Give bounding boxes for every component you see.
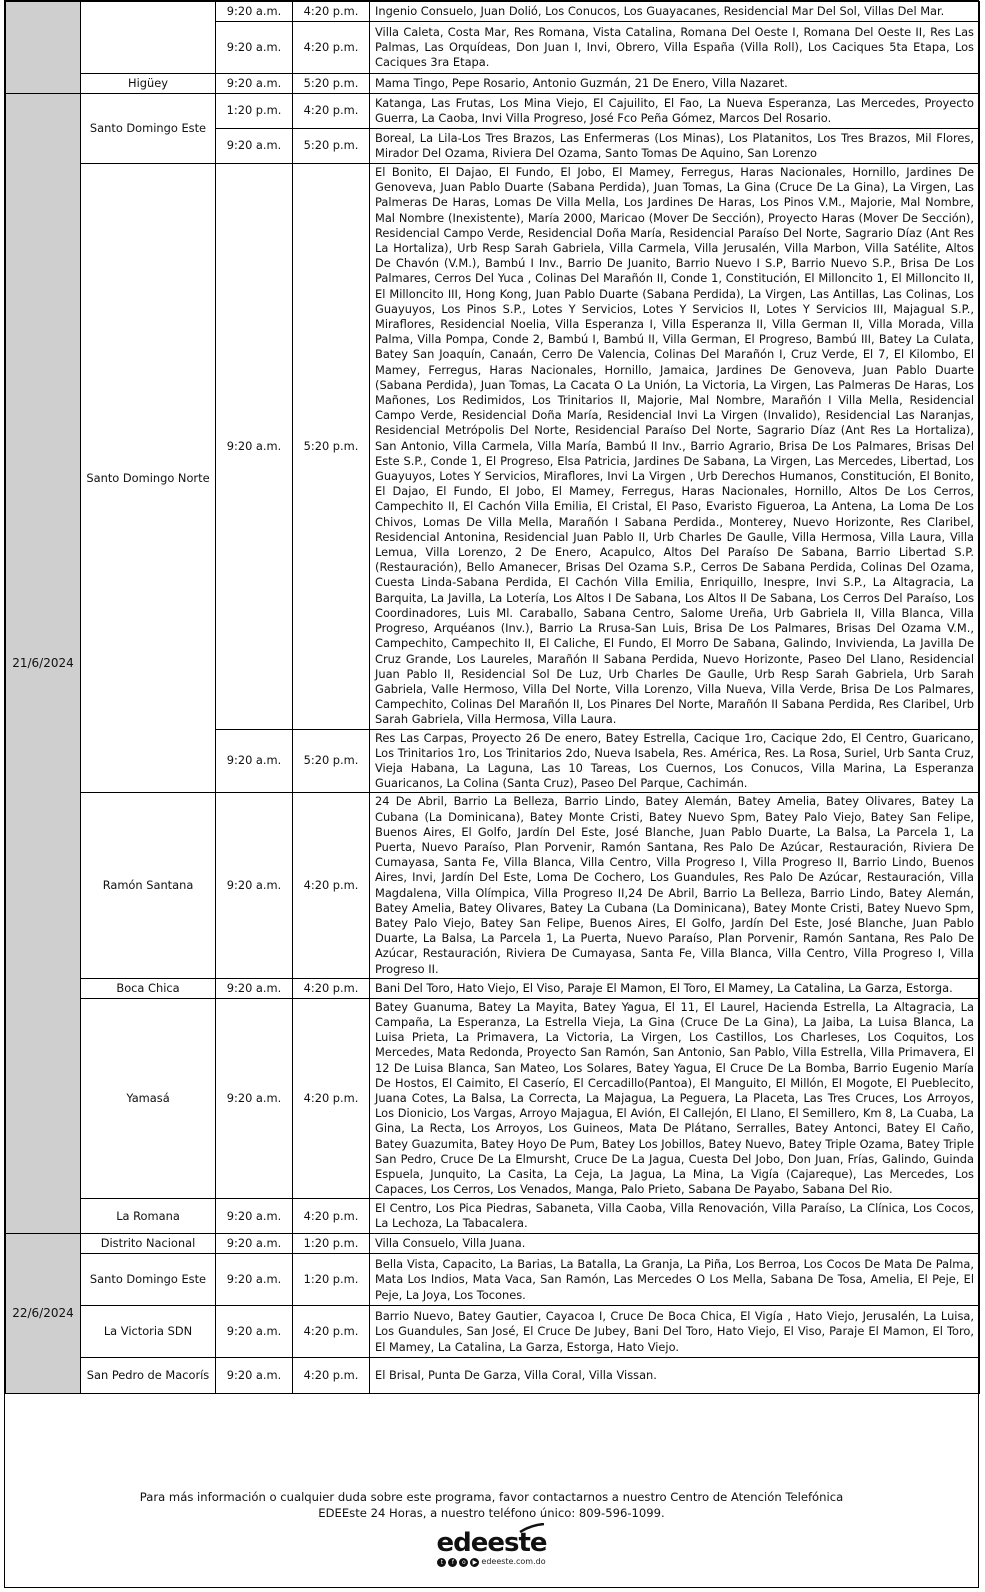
end-time-cell: 5:20 p.m. [293, 74, 370, 94]
zone-cell: Distrito Nacional [81, 1234, 216, 1254]
start-time-cell: 9:20 a.m. [216, 2, 293, 22]
end-time-cell: 4:20 p.m. [293, 22, 370, 74]
start-time-cell: 9:20 a.m. [216, 1234, 293, 1254]
start-time-cell: 9:20 a.m. [216, 22, 293, 74]
start-time-cell: 9:20 a.m. [216, 998, 293, 1199]
logo-social-row [5, 1557, 978, 1567]
table-row [6, 1254, 980, 1306]
table-row [6, 1306, 980, 1358]
start-time-cell: 9:20 a.m. [216, 1254, 293, 1306]
table-row [6, 164, 980, 730]
start-time-cell: 9:20 a.m. [216, 164, 293, 730]
footer-line-2: EDEEste 24 Horas, a nuestro teléfono único: 809-596-1099. [318, 1506, 665, 1520]
end-time-cell: 1:20 p.m. [293, 1234, 370, 1254]
sectors-cell: Ingenio Consuelo, Juan Dolió, Los Conucos, Los Guayacanes, Residencial Mar Del Sol, Villas Del Mar. [370, 2, 980, 22]
start-time-cell: 9:20 a.m. [216, 793, 293, 978]
table-row [6, 74, 980, 94]
end-time-cell: 4:20 p.m. [293, 2, 370, 22]
table-row [6, 1199, 980, 1234]
start-time-cell: 1:20 p.m. [216, 94, 293, 129]
logo-wordmark [436, 1529, 546, 1557]
zone-cell: Boca Chica [81, 978, 216, 998]
outage-schedule-table [5, 1, 980, 1394]
table-row [6, 1358, 980, 1394]
zone-cell: San Pedro de Macorís [81, 1358, 216, 1394]
sectors-cell: Villa Caleta, Costa Mar, Res Romana, Vista Catalina, Romana Del Oeste I, Romana Del Oeste II, Res Las Palmas, Las Orquídeas, Don Juan I, Invi, Obrero, Villa España (Villa Roll), Los Caciques 5ta Etapa, Los Caciques 3ra Etapa. [370, 22, 980, 74]
zone-cell: Yamasá [81, 998, 216, 1199]
end-time-cell: 4:20 p.m. [293, 1199, 370, 1234]
start-time-cell: 9:20 a.m. [216, 1199, 293, 1234]
sectors-cell: El Centro, Los Pica Piedras, Sabaneta, Villa Caoba, Villa Renovación, Villa Paraíso, La Clínica, Los Cocos, La Lechoza, La Tabacalera. [370, 1199, 980, 1234]
sectors-cell: El Bonito, El Dajao, El Fundo, El Jobo, El Mamey, Ferregus, Haras Nacionales, Hornillo, Jardines De Genoveva, Juan Pablo Duarte (Sabana Perdida), Juan Tomas, La Gina (Cruce De La Gina), La Virgen, Las Palmeras De Haras, Lomas De Villa Mella, Los Jardines De Haras, Los Pinos V.M., Majorie, Mal Nombre, Mal Nombre (Inexistente), María 2000, Maricao (Mover De Sección), Proyecto Haras (Mover De Sección), Residencial Campo Verde, Residencial Doña María, Residencial Paraíso Del Norte, Sagrario Díaz (Ant Res La Hortaliza), Urb Resp Sarah Gabriela, Villa Carmela, Villa Jerusalén, Villa Marbon, Villa Satélite, Altos De Chavón (V.M.), Bambú I Inv., Barrio De Juanito, Barrio Nuevo I S.P, Barrio Nuevo S.P., Brisa De Los Palmares, Cerros Del Yuca , Colinas Del Marañón II, Conde 1, Constitución, El Milloncito 1, El Milloncito II, El Milloncito III, Hong Kong, Juan Pablo Duarte (Sabana Perdida), La Virgen, Las Antillas, Las Colinas, Los Guayuyos, Los Pinos S.P., Lotes Y Servicios, Lotes Y Servicios II, Lotes Y Servicios III, Majagual S.P., Miraflores, Residencial Noelia, Villa Esperanza I, Villa Esperanza II, Villa German II, Villa Morada, Villa Palma, Villa Pompa, Conde 2, Bambú I, Bambú II, Villa German, El Progreso, Bambú III, Batey La Culata, Batey San Joaquín, Canaán, Cerro De Valencia, Colinas Del Marañón I, Cruz Verde, El 7, El Kilombo, El Mamey, Ferregus, Haras Nacionales, Hornillo, Jamaica, Jardines De Genoveva, Juan Pablo Duarte (Sabana Perdida), Juan Tomas, La Cacata O La Unión, La Victoria, La Virgen, Las Palmeras De Haras, Los Mañones, Los Redimidos, Los Trinitarios II, Majorie, Mal Nombre, Marañón I Villa Mella, Residencial Campo Verde, Residencial Doña María, Residencial Invi La Virgen (Invalido), Residencial Las Naranjas, Residencial Metrópolis Del Norte, Residencial Paraíso Del Norte, Sagrario Díaz (Ant Res La Hortaliza), San Antonio, Villa Carmela, Villa María, Bambú II Inv., Barrio Agrario, Brisa De Los Palmares, Brisas Del Este S.P., Conde 1, El Progreso, Elsa Patricia, Jardines De Sabana, La Virgen, Las Mercedes, Libertad, Los Guayuyos, Lotes Y Servicios, Miraflores, Invi La Virgen , Urb Derechos Humanos, Constitución, El Bonito, El Dajao, El Fundo, El Jobo, El Mamey, Ferregus, Haras Nacionales, Hornillo, Altos De Los Cerros, Campechito II, El Cachón Villa Emilia, El Cristal, El Paso, Evaristo Figueroa, La Antena, La Loma De Los Chivos, Lomas De Villa Mella, Marañón I Sabana Perdida., Monterey, Nuevo Horizonte, Res Claribel, Residencial Antonina, Residencial Juan Pablo II, Urb Charles De Gaulle, Villa Hermosa, Villa Laura, Villa Lemua, Villa Lorenzo, 2 De Enero, Acapulco, Altos Del Paraíso De Sabana, Barrio Libertad S.P. (Restauración), Bello Amanecer, Brisas Del Ozama S.P., Cerros De Sabana Perdida, Colinas Del Ozama, Cuesta Linda-Sabana Perdida, El Cachón Villa Emilia, Enriquillo, Inespre, Invi S.P., La Altagracia, La Barquita, La Javilla, La Lotería, Los Altos I De Sabana, Los Altos II De Sabana, Los Cerros Del Paraíso, Los Coordinadores, Luis Ml. Caraballo, Sabana Centro, Salome Ureña, Urb Gabriela II, Villa Blanca, Villa Progreso, Arquéanos (Inv.), Barrio La Rrusa-San Luis, Brisa De Los Palmares, Brisas Del Ozama V.M., Campechito, Campechito II, El Caliche, El Fundo, El Morro De Sabana, Galindo, Invivienda, La Javilla De Cruz Grande, Los Laureles, Marañón II Sabana Perdida, Nuevo Horizonte, Paseo Del Llano, Residencial Juan Pablo II, Residencial Sol De Luz, Urb Charles De Gaulle, Urb Resp Sarah Gabriela, Urb Sarah Gabriela, Valle Hermoso, Villa Del Norte, Villa Lorenzo, Villa Nueva, Villa Verde, Brisa De Los Palmares, Campechito, Colinas Del Marañón II, Los Pinares Del Norte, Marañón II Sabana Perdida, Res Claribel, Urb Sarah Gabriela, Villa Hermosa, Villa Laura. [370, 164, 980, 730]
table-row [6, 1234, 980, 1254]
facebook-icon: f [448, 1558, 457, 1567]
edeeste-logo [5, 1529, 978, 1567]
table-row [6, 94, 980, 129]
end-time-cell: 5:20 p.m. [293, 729, 370, 793]
zone-cell: Santo Domingo Este [81, 1254, 216, 1306]
sectors-cell: Katanga, Las Frutas, Los Mina Viejo, El Cajuilito, El Fao, La Nueva Esperanza, Las Mercedes, Proyecto Guerra, La Caoba, Invi Villa Progreso, José Fco Peña Gómez, Marcos Del Rosario. [370, 94, 980, 129]
sectors-cell: Bella Vista, Capacito, La Barias, La Batalla, La Granja, La Piña, Los Berroa, Los Cocos De Mata De Palma, Mata Los Indios, Mata Vaca, San Ramón, Las Mercedes O Los Mella, Sabana De Tosa, Amelia, El Peje, El Peje, La Joya, Los Tocones. [370, 1254, 980, 1306]
table-row [6, 998, 980, 1199]
end-time-cell: 1:20 p.m. [293, 1254, 370, 1306]
instagram-icon: o [459, 1558, 468, 1567]
sectors-cell: Res Las Carpas, Proyecto 26 De enero, Batey Estrella, Cacique 1ro, Cacique 2do, El Centro, Guaricano, Los Trinitarios 1ro, Los Trinitarios 2do, Nueva Isabela, Res. América, Res. La Rosa, Suriel, Urb Santa Cruz, Vieja Habana, La Laguna, Las 10 Tareas, Los Cuernos, Los Conucos, Villa Marina, La Esperanza Guaricanos, La Colina (Santa Cruz), Paseo Del Parque, Cachimán. [370, 729, 980, 793]
start-time-cell: 9:20 a.m. [216, 129, 293, 164]
start-time-cell: 9:20 a.m. [216, 1306, 293, 1358]
end-time-cell: 5:20 p.m. [293, 129, 370, 164]
twitter-icon: t [437, 1558, 446, 1567]
date-cell: 21/6/2024 [6, 94, 81, 1234]
date-cell [6, 2, 81, 94]
sectors-cell: Boreal, La Lila-Los Tres Brazos, Las Enfermeras (Los Minas), Los Platanitos, Los Tres Brazos, Mil Flores, Mirador Del Ozama, Riviera Del Ozama, Santo Tomas De Aquino, San Lorenzo [370, 129, 980, 164]
end-time-cell: 4:20 p.m. [293, 1306, 370, 1358]
end-time-cell: 4:20 p.m. [293, 978, 370, 998]
start-time-cell: 9:20 a.m. [216, 74, 293, 94]
zone-cell: La Romana [81, 1199, 216, 1234]
sectors-cell: Bani Del Toro, Hato Viejo, El Viso, Paraje El Mamon, El Toro, El Mamey, La Catalina, La Garza, Estorga. [370, 978, 980, 998]
end-time-cell: 4:20 p.m. [293, 998, 370, 1199]
contact-footer [5, 1489, 978, 1521]
zone-cell: La Victoria SDN [81, 1306, 216, 1358]
start-time-cell: 9:20 a.m. [216, 729, 293, 793]
schedule-page [4, 0, 979, 1588]
zone-cell: Santo Domingo Norte [81, 164, 216, 793]
logo-swoosh-icon [519, 1523, 545, 1533]
start-time-cell: 9:20 a.m. [216, 978, 293, 998]
footer-line-1: Para más información o cualquier duda sobre este programa, favor contactarnos a nuestro Centro de Atención Telefónica [139, 1490, 844, 1504]
end-time-cell: 5:20 p.m. [293, 164, 370, 730]
table-row [6, 2, 980, 22]
end-time-cell: 4:20 p.m. [293, 1358, 370, 1394]
zone-cell: Higüey [81, 74, 216, 94]
sectors-cell: El Brisal, Punta De Garza, Villa Coral, Villa Vissan. [370, 1358, 980, 1394]
sectors-cell: 24 De Abril, Barrio La Belleza, Barrio Lindo, Batey Alemán, Batey Amelia, Batey Olivares, Batey La Cubana (La Dominicana), Batey Monte Cristi, Batey Nuevo Spm, Batey Palo Viejo, Batey San Felipe, Buenos Aires, El Golfo, Jardín Del Este, José Blanche, Juan Pablo Duarte, La Balsa, La Parcela 1, La Puerta, Nuevo Paraíso, Plan Porvenir, Ramón Santana, Res Palo De Azúcar, Restauración, Riviera De Cumayasa, Santa Fe, Villa Blanca, Villa Centro, Villa Progreso I, Villa Progreso II, Barrio Lindo, Buenos Aires, Invi, Jardín Del Este, Loma De Cochero, Los Guandules, Res Palo De Azúcar, Restauración, Villa Magdalena, Villa Olímpica, Villa Progreso II,24 De Abril, Barrio La Belleza, Barrio Lindo, Batey Alemán, Batey Amelia, Batey Olivares, Batey La Cubana (La Dominicana), Batey Monte Cristi, Batey Nuevo Spm, Batey Palo Viejo, Batey San Felipe, Buenos Aires, El Golfo, Jardín Del Este, José Blanche, Juan Pablo Duarte, La Balsa, La Parcela 1, La Puerta, Nuevo Paraíso, Plan Porvenir, Ramón Santana, Res Palo De Azúcar, Restauración, Riviera De Cumayasa, Santa Fe, Villa Blanca, Villa Centro, Villa Progreso I, Villa Progreso II. [370, 793, 980, 978]
end-time-cell: 4:20 p.m. [293, 793, 370, 978]
date-cell: 22/6/2024 [6, 1234, 81, 1394]
end-time-cell: 4:20 p.m. [293, 94, 370, 129]
zone-cell [81, 2, 216, 74]
sectors-cell: Batey Guanuma, Batey La Mayita, Batey Yagua, El 11, El Laurel, Hacienda Estrella, La Altagracia, La Campaña, La Esperanza, La Estrella Vieja, La Gina (Cruce De La Gina), La Jaiba, La Luisa Blanca, La Luisa Prieta, La Primavera, La Victoria, La Virgen, Los Castillos, Los Charleses, Los Coquitos, Los Mercedes, Mata Redonda, Proyecto San Ramón, San Antonio, San Pablo, Villa Estrella, Villa Primavera, El 12 De Luisa Blanca, San Mateo, Los Solares, Batey Yagua, El Cruce De La Bomba, Barrio Eugenio María De Hostos, El Caimito, El Caserío, El Cercadillo(Pantoa), El Manguito, El Millón, El Mogote, El Pueblecito, Juana Cotes, La Balsa, La Correcta, La Majagua, La Peguera, La Placeta, Las Tres Cruces, Los Arroyos, Los Dionicio, Los Vargas, Arroyo Majagua, El Avión, El Callejón, El Llano, El Semillero, Km 8, La Cuaba, La Gina, La Recta, Los Arroyos, Los Guineos, Mata De Plátano, Serralles, Batey Antonci, Batey El Caño, Batey Guazumita, Batey Hoyo De Pum, Batey Los Jobillos, Batey Nuevo, Batey Triple Ozama, Batey Triple San Pedro, Cruce De La Elmursht, Cruce De La Jagua, Cuesta Del Jobo, Don Juan, Frías, Galindo, Guinda Espuela, Junquito, La Casita, La Ceja, La Jagua, La Mina, La Vigía (Cajareque), Las Mercedes, Los Capaces, Los Cerros, Los Venados, Manga, Palo Prieto, Sabana De Payabo, Sabana Del Rio. [370, 998, 980, 1199]
youtube-icon: ▶ [470, 1558, 479, 1567]
logo-text: edeeste [436, 1528, 547, 1558]
table-row [6, 978, 980, 998]
zone-cell: Santo Domingo Este [81, 94, 216, 164]
table-row [6, 793, 980, 978]
logo-url: edeeste.com.do [481, 1557, 546, 1566]
sectors-cell: Villa Consuelo, Villa Juana. [370, 1234, 980, 1254]
sectors-cell: Mama Tingo, Pepe Rosario, Antonio Guzmán, 21 De Enero, Villa Nazaret. [370, 74, 980, 94]
start-time-cell: 9:20 a.m. [216, 1358, 293, 1394]
zone-cell: Ramón Santana [81, 793, 216, 978]
sectors-cell: Barrio Nuevo, Batey Gautier, Cayacoa I, Cruce De Boca Chica, El Vigía , Hato Viejo, Jerusalén, La Luisa, Los Guandules, San José, El Cruce De Jubey, Bani Del Toro, Hato Viejo, El Viso, Paraje El Mamon, El Toro, El Mamey, La Catalina, La Garza, Estorga, Hato Viejo. [370, 1306, 980, 1358]
